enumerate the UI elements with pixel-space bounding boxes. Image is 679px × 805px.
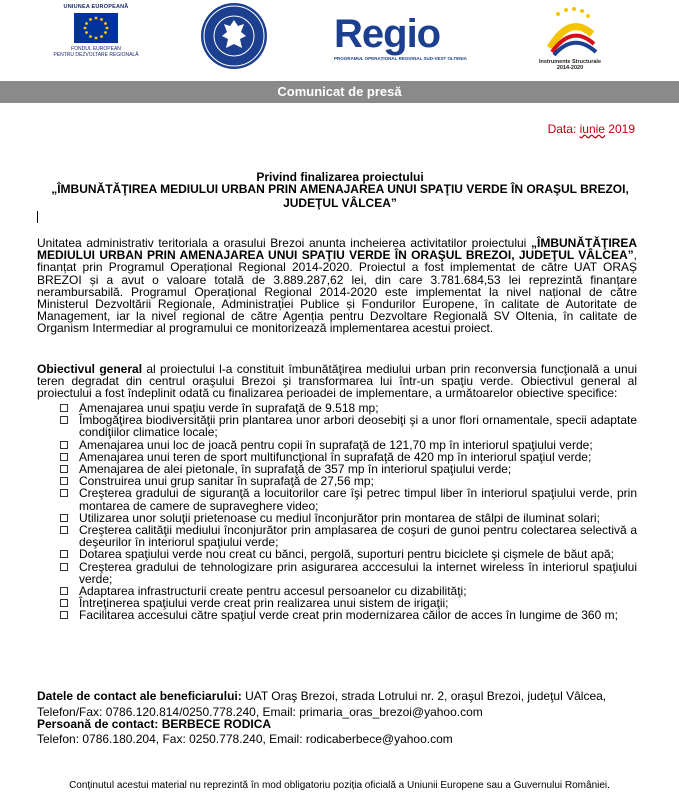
intro-after: , finanțat prin Programul Operațional Regional 2014-2020. Proiectul a fost implementat de către UAT ORAȘ BREZOI și a avut o valoare totală de 3.889.287,62 lei, din care 3.781.684,53 lei reprezintă finanțare nerambursabilă. Programul Operațional Regional 2014-2020 este implementat la nivel național de către Ministerul Dezvoltării Regionale, Administrației Publice și Fondurilor Europene, în calitate de Autoritate de Management, iar la nivel regional de către Agenția pentru Dezvoltare Regională SV Oltenia, în calitate de Organism Intermediar al programului ce monitorizează implementarea acestui proiect. (37, 248, 637, 336)
checkbox-bullet-icon (60, 599, 68, 607)
contact-phones: Telefon/Fax: 0786.120.814/0250.778.240, Email: primaria_oras_brezoi@yahoo.com (37, 705, 483, 719)
checkbox-bullet-icon (60, 416, 68, 424)
checkbox-bullet-icon (60, 404, 68, 412)
instr-years: 2014-2020 (556, 65, 584, 71)
press-release-banner: Comunicat de presă (0, 81, 679, 103)
list-item-text: Dotarea spaţiului verde nou creat cu bănci, pergolă, suporturi pentru biciclete şi cişmele de băut apă; (79, 547, 614, 562)
eu-logo-fund-2: PENTRU DEZVOLTARE REGIONALĂ (53, 52, 139, 58)
contact-person (37, 718, 637, 730)
disclaimer-footer: Conținutul acestui material nu reprezintă în mod obligatoriu poziția oficială a Uniunii Europene sau a Guvernului României. (69, 780, 610, 791)
checkbox-bullet-icon (60, 489, 68, 497)
checkbox-bullet-icon (60, 526, 68, 534)
list-item-text: Creşterea gradului de tehnologizare prin asigurarea acccesului la internet wireless în interiorul spaţiului verde; (79, 559, 637, 586)
list-item-text: Amenajarea unui loc de joacă pentru copii în suprafaţă de 121,70 mp în interiorul spaţiului verde; (79, 437, 593, 452)
list-item (37, 609, 637, 621)
title-line-2: „ÎMBUNĂTĂŢIREA MEDIULUI URBAN PRIN AMENAJAREA UNUI SPAŢIU VERDE ÎN ORAŞUL BREZOI, JUDEŢUL VÂLCEA” (51, 182, 629, 210)
checkbox-bullet-icon (60, 514, 68, 522)
date-label: Data: (547, 122, 580, 136)
list-item (37, 414, 637, 438)
checkbox-bullet-icon (60, 477, 68, 485)
eu-logo (46, 4, 146, 58)
objectives-list (37, 402, 637, 622)
text-cursor (37, 211, 38, 223)
list-item-text: Construirea unui grup sanitar în suprafaţă de 27,56 mp; (79, 474, 374, 489)
instrumente-structurale-logo (530, 4, 610, 76)
regio-logo (334, 12, 467, 64)
government-seal (200, 2, 268, 70)
list-item-text: Facilitarea accesului către spaţiul verde creat prin modernizarea căilor de acces în lungime de 360 m; (79, 608, 618, 623)
objective-label: Obiectivul general (37, 362, 143, 376)
title-line-1: Privind finalizarea proiectului (256, 170, 424, 184)
list-item (37, 487, 637, 511)
instrumente-structurale-icon (530, 4, 610, 56)
contact-address (37, 690, 637, 702)
checkbox-bullet-icon (60, 465, 68, 473)
contact-address-text: UAT Oraş Brezoi, strada Lotrului nr. 2, oraşul Brezoi, judeţul Vâlcea, (241, 689, 607, 703)
list-item-text: Întreţinerea spaţiului verde creat prin realizarea unui sistem de irigaţii; (79, 596, 449, 611)
intro-before: Unitatea administrativ teritoriala a orasului Brezoi anunta incheierea activitatilor proiectului (37, 236, 531, 250)
checkbox-bullet-icon (60, 587, 68, 595)
list-item-text: Amenajarea unui spaţiu verde în suprafaţă de 9.518 mp; (79, 401, 379, 415)
objective-text: al proiectului l-a constituit îmbunătăţirea mediului urban prin reconversia funcţională a unui teren degradat din centrul oraşului Brezoi şi transformarea lui într-un spaţiu verde. Obiectivul general al proiectului a fost îndeplinit odată cu finalizarea perioadei de implementare, a următoarelor obiective specifice: (37, 362, 637, 401)
list-item (37, 561, 637, 585)
eu-logo-fund-1: FONDUL EUROPEAN (71, 46, 121, 52)
checkbox-bullet-icon (60, 611, 68, 619)
date-year: 2019 (604, 122, 635, 136)
logo-strip (0, 0, 679, 80)
checkbox-bullet-icon (60, 453, 68, 461)
intro-project-name: „ÎMBUNĂTĂŢIREA MEDIULUI URBAN PRIN AMENAJAREA UNUI SPAŢIU VERDE ÎN ORAŞUL BREZOI, JUDEŢUL VÂLCEA” (37, 236, 637, 263)
objective-paragraph (37, 363, 637, 400)
list-item-text: Creşterea gradului de siguranţă a locuitorilor care îşi petrec timpul liber în interiorul spaţiului verde, prin montarea de camere de supraveghere video; (79, 486, 637, 513)
eu-flag-icon (74, 13, 118, 43)
government-seal-icon (200, 2, 268, 70)
checkbox-bullet-icon (60, 550, 68, 558)
contact-person-phones: Telefon: 0786.180.204, Fax: 0250.778.240, Email: rodicaberbece@yahoo.com (37, 732, 453, 746)
list-item (37, 524, 637, 548)
list-item-text: Îmbogăţirea biodiversităţii prin plantarea unor arbori deosebiţi şi a unor flori ornamentale, specii adaptate condiţiilor climatice locale; (79, 413, 637, 440)
regio-subtitle: PROGRAMUL OPERAȚIONAL REGIONAL SUD-VEST OLTENIA (334, 56, 467, 61)
contact-person-label: Persoană de contact: BERBECE RODICA (37, 717, 272, 731)
list-item-text: Creşterea calităţii mediului înconjurător prin amplasarea de coşuri de gunoi pentru colectarea selectivă a deşeurilor în interiorul spaţiului verde; (79, 523, 637, 550)
checkbox-bullet-icon (60, 563, 68, 571)
eu-logo-title: UNIUNEA EUROPEANĂ (63, 4, 129, 10)
list-item-text: Adaptarea infrastructurii create pentru accesul persoanelor cu dizabilităţi; (79, 584, 467, 599)
contact-label: Datele de contact ale beneficiarului: (37, 689, 242, 703)
date-line (548, 122, 635, 136)
list-item-text: Amenajarea de alei pietonale, în suprafaţă de 357 mp în interiorul spaţiului verde; (79, 462, 512, 477)
date-month: iunie (579, 122, 605, 136)
regio-wordmark: Regio (334, 12, 441, 56)
checkbox-bullet-icon (60, 441, 68, 449)
instr-title: Instrumente Structurale (538, 59, 602, 65)
list-item-text: Utilizarea unor soluţii prietenoase cu mediul înconjurător prin montarea de stâlpi de iluminat solari; (79, 510, 600, 525)
intro-paragraph (37, 237, 637, 335)
list-item-text: Amenajarea unui teren de sport multifuncţional în suprafaţă de 420 mp în interiorul spaţiul verde; (79, 449, 592, 464)
